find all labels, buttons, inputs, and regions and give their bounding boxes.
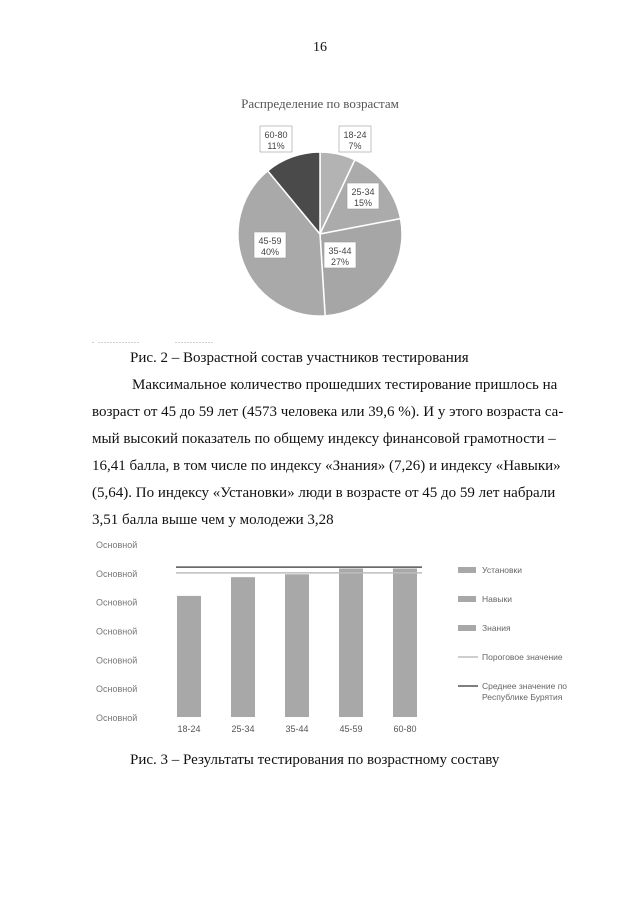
pie-label-age: 60-80 (264, 130, 288, 140)
figure-3-caption: Рис. 3 – Результаты тестирования по возрастному составу (130, 752, 500, 768)
y-tick-label: Основной (96, 684, 138, 695)
paragraph-line: 3,51 балла выше чем у молодежи 3,28 (92, 512, 334, 528)
legend-label: Среднее значение по (482, 681, 568, 691)
bar-60-80 (393, 569, 417, 717)
age-distribution-pie-chart (150, 88, 490, 328)
x-tick-label: 35-44 (285, 724, 309, 734)
y-tick-label: Основной (96, 626, 138, 637)
x-tick-label: 60-80 (393, 724, 417, 734)
figure-2-caption: Рис. 2 – Возрастной состав участников тестирования (130, 350, 469, 366)
pie-label-percent: 40% (260, 247, 280, 257)
pie-label-age: 45-59 (258, 236, 282, 246)
legend-label: Республике Бурятия (482, 692, 563, 702)
y-tick-label: Основной (96, 655, 138, 666)
paragraph-line: 16,41 балла, в том числе по индексу «Знания» (7,26) и индексу «Навыки» (92, 458, 561, 474)
bar-18-24 (177, 596, 201, 717)
page-number: 16 (313, 40, 327, 55)
paragraph-line: Максимальное количество прошедших тестирование пришлось на (132, 377, 558, 393)
pie-label-age: 25-34 (351, 187, 375, 197)
bar-35-44 (285, 574, 309, 717)
pie-label-percent: 11% (267, 141, 285, 151)
test-results-bar-chart (92, 534, 592, 749)
y-tick-label: Основной (96, 597, 138, 608)
y-tick-label: Основной (96, 540, 138, 550)
x-tick-label: 45-59 (339, 724, 363, 734)
decorative-dots: ............. (175, 336, 214, 345)
pie-label-percent: 15% (353, 198, 373, 208)
pie-label-percent: 27% (330, 257, 350, 267)
paragraph-line: возраст от 45 до 59 лет (4573 человека или 39,6 %). И у этого возраста са- (92, 404, 564, 420)
legend-label: Установки (482, 565, 523, 575)
pie-label-percent: 7% (348, 141, 362, 151)
legend-swatch (458, 625, 476, 631)
legend-label: Пороговое значение (482, 652, 563, 662)
legend-swatch (458, 567, 476, 573)
body-paragraph (92, 372, 572, 534)
decorative-dots: . .............. (92, 336, 140, 345)
legend-swatch (458, 596, 476, 602)
pie-title: Распределение по возрастам (241, 96, 399, 111)
pie-label-age: 35-44 (328, 246, 352, 256)
y-tick-label: Основной (96, 568, 138, 579)
paragraph-line: мый высокий показатель по общему индексу финансовой грамотности – (92, 431, 556, 447)
y-tick-label: Основной (96, 713, 138, 723)
x-tick-label: 25-34 (231, 724, 255, 734)
pie-label-age: 18-24 (343, 130, 367, 140)
legend-label: Навыки (482, 594, 512, 604)
bar-25-34 (231, 577, 255, 717)
bar-45-59 (339, 569, 363, 717)
paragraph-line: (5,64). По индексу «Установки» люди в возрасте от 45 до 59 лет набрали (92, 485, 556, 501)
x-tick-label: 18-24 (177, 724, 201, 734)
legend-label: Знания (482, 623, 511, 633)
